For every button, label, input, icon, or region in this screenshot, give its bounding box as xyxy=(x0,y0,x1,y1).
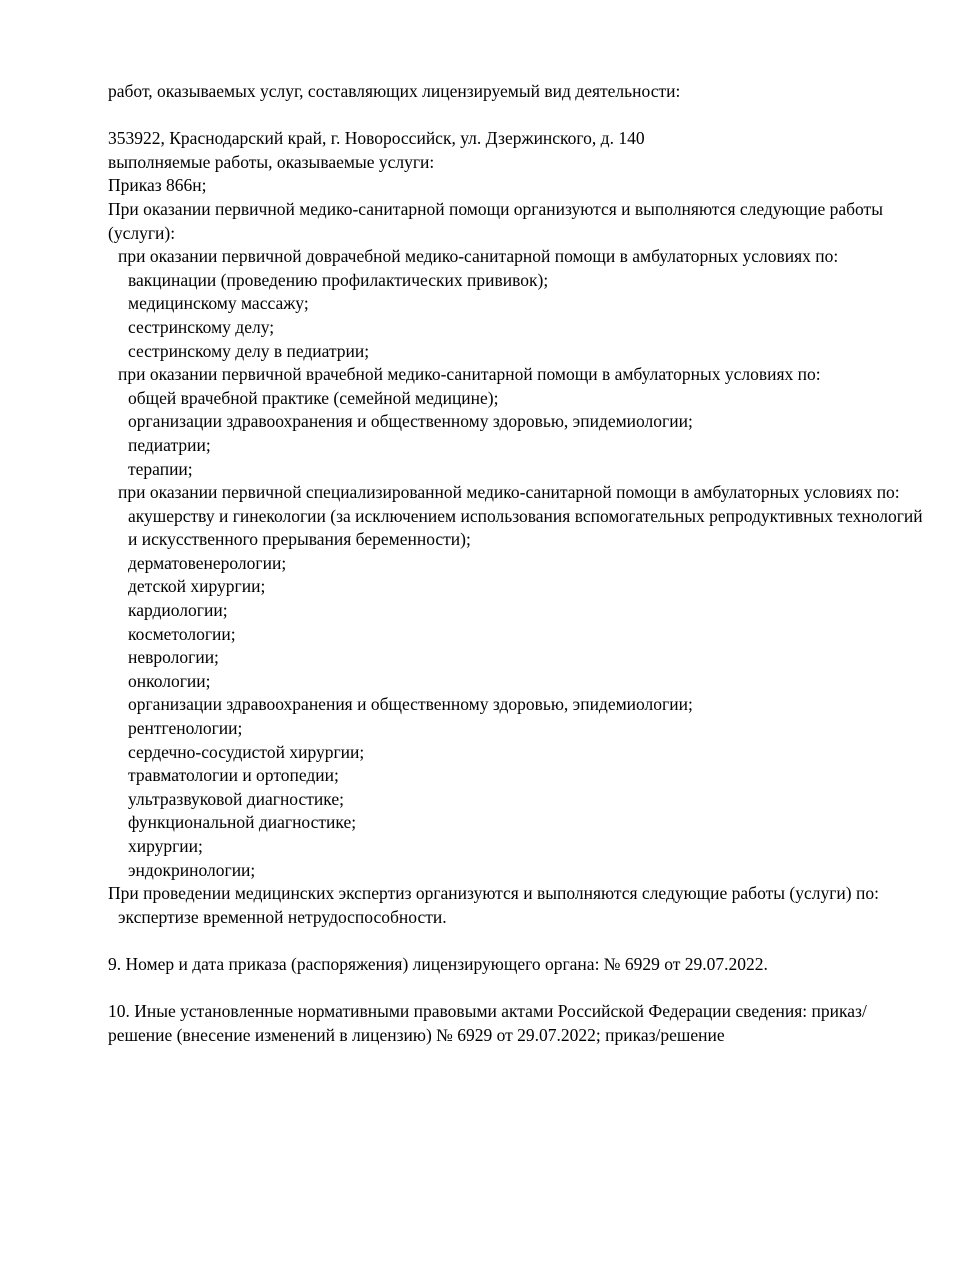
list-item: онкологии; xyxy=(128,670,211,691)
specialized-heading: при оказании первичной специализированной медико-санитарной помощи в амбулаторных условиях по: xyxy=(118,482,900,503)
list-item: травматологии и ортопедии; xyxy=(128,765,339,786)
list-item: общей врачебной практике (семейной медицине); xyxy=(128,387,499,408)
intro-line: работ, оказываемых услуг, составляющих лицензируемый вид деятельности: xyxy=(108,81,681,101)
list-item: неврологии; xyxy=(128,647,219,668)
item-10: 10. Иные установленные нормативными правовыми актами Российской Федерации сведения: приказ/решение (внесение изменений в лицензию) № 6929 от 29.07.2022; приказ/решение xyxy=(108,1001,867,1045)
list-item: функциональной диагностике; xyxy=(128,812,357,833)
expertise-intro: При проведении медицинских экспертиз организуются и выполняются следующие работы (услуги) по: xyxy=(108,883,879,904)
list-item: экспертизе временной нетрудоспособности. xyxy=(118,906,447,927)
spacer xyxy=(108,977,928,1001)
list-item: детской хирургии; xyxy=(128,576,266,597)
list-item: сестринскому делу; xyxy=(128,316,275,337)
list-item: сестринскому делу в педиатрии; xyxy=(128,340,370,361)
spacer xyxy=(108,104,928,128)
list-item: рентгенологии; xyxy=(128,718,243,739)
list-item: медицинскому массажу; xyxy=(128,293,309,314)
spacer xyxy=(108,929,928,953)
list-item: вакцинации (проведению профилактических прививок); xyxy=(128,269,549,290)
list-item: эндокринологии; xyxy=(128,859,256,880)
address-line: 353922, Краснодарский край, г. Новороссийск, ул. Дзержинского, д. 140 xyxy=(108,128,645,149)
list-item: сердечно-сосудистой хирургии; xyxy=(128,741,365,762)
physician-heading: при оказании первичной врачебной медико-санитарной помощи в амбулаторных условиях по: xyxy=(118,364,821,385)
list-item: косметологии; xyxy=(128,623,236,644)
document-page xyxy=(108,80,928,1047)
order-reference: Приказ 866н; xyxy=(108,175,207,196)
list-item: ультразвуковой диагностике; xyxy=(128,788,344,809)
item-9: 9. Номер и дата приказа (распоряжения) лицензирующего органа: № 6929 от 29.07.2022. xyxy=(108,953,768,974)
list-item: организации здравоохранения и общественному здоровью, эпидемиологии; xyxy=(128,694,693,715)
list-item: хирургии; xyxy=(128,836,203,856)
list-item: акушерству и гинекологии (за исключением использования вспомогательных репродуктивных технологий и искусственного прерывания беременности); xyxy=(128,505,923,550)
works-label: выполняемые работы, оказываемые услуги: xyxy=(108,151,435,172)
list-item: дерматовенерологии; xyxy=(128,552,287,573)
list-item: педиатрии; xyxy=(128,434,211,455)
list-item: организации здравоохранения и общественному здоровью, эпидемиологии; xyxy=(128,411,693,432)
list-item: терапии; xyxy=(128,458,193,479)
list-item: кардиологии; xyxy=(128,600,228,621)
prehospital-heading: при оказании первичной доврачебной медико-санитарной помощи в амбулаторных условиях по: xyxy=(118,246,839,267)
primary-care-intro: При оказании первичной медико-санитарной помощи организуются и выполняются следующие работы (услуги): xyxy=(108,198,883,243)
